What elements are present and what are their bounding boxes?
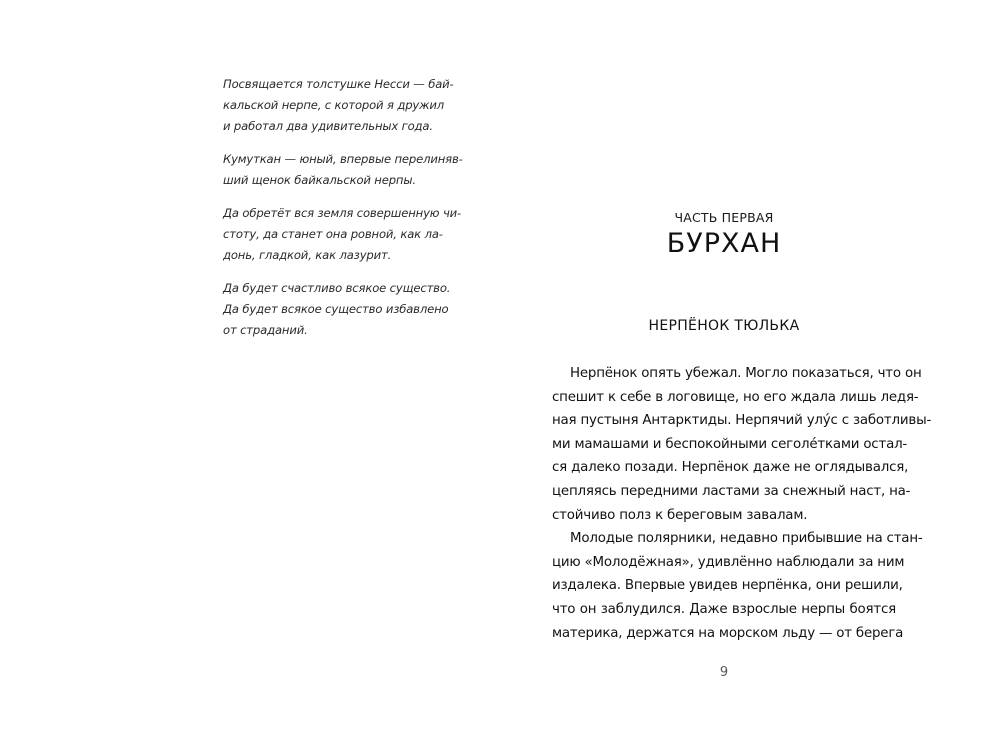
epigraph [223,74,463,353]
part-label: ЧАСТЬ ПЕРВАЯ [674,210,774,225]
epigraph-line: Посвящается толстушке Несси — бай- [223,77,454,91]
epigraph-line: и работал два удивительных года. [223,119,433,133]
epigraph-line: Да обретёт вся земля совершенную чи- [223,206,462,220]
body-paragraph-2 [552,527,923,645]
epigraph-line: ший щенок байкальской нерпы. [223,173,416,187]
body-line: Молодые полярники, недавно прибывшие на стан- [570,531,923,547]
body-line: что он заблудился. Даже взрослые нерпы боятся [552,601,896,617]
epigraph-line: Да будет всякое существо избавлено [223,302,449,316]
body-line: Нерпёнок опять убежал. Могло показаться, что он [570,366,922,381]
epigraph-line: стоту, да станет она ровной, как ла- [223,227,443,241]
epigraph-line: донь, гладкой, как лазурит. [223,248,392,262]
epigraph-line: от страданий. [223,323,308,337]
body-line: ми мамашами и беспокойными сеголе́тками остал- [552,436,908,452]
body-line: материка, держатся на морском льду — от берега [552,625,904,641]
page-number: 9 [719,665,729,680]
chapter-body [552,362,932,645]
epigraph-line: Кумуткан — юный, впервые перелиняв- [223,152,463,166]
part-title: БУРХАН [666,228,782,259]
epigraph-line: кальской нерпе, с которой я дружил [223,98,445,112]
body-line: спешит к себе в логовище, но его ждала лишь ледя- [552,389,919,405]
body-line: цию «Молодёжная», удивлённо наблюдали за ним [552,554,905,570]
body-line: издалека. Впервые увидев нерпёнка, они решили, [552,578,903,594]
body-line: цепляясь передними ластами за снежный наст, на- [552,483,911,499]
epigraph-paragraph-4 [223,278,451,341]
body-line: ся далеко позади. Нерпёнок даже не оглядывался, [552,460,909,476]
chapter-title: НЕРПЁНОК ТЮЛЬКА [648,318,800,334]
epigraph-paragraph-2 [223,149,463,191]
right-page [500,0,1000,750]
epigraph-paragraph-1 [223,74,454,137]
body-line: стойчиво полз к береговым завалам. [552,507,808,523]
epigraph-paragraph-3 [223,203,462,266]
epigraph-line: Да будет счастливо всякое существо. [223,281,451,295]
body-line: ная пустыня Антарктиды. Нерпячий улу́с с заботливы- [552,413,932,429]
body-paragraph-1 [552,362,932,527]
